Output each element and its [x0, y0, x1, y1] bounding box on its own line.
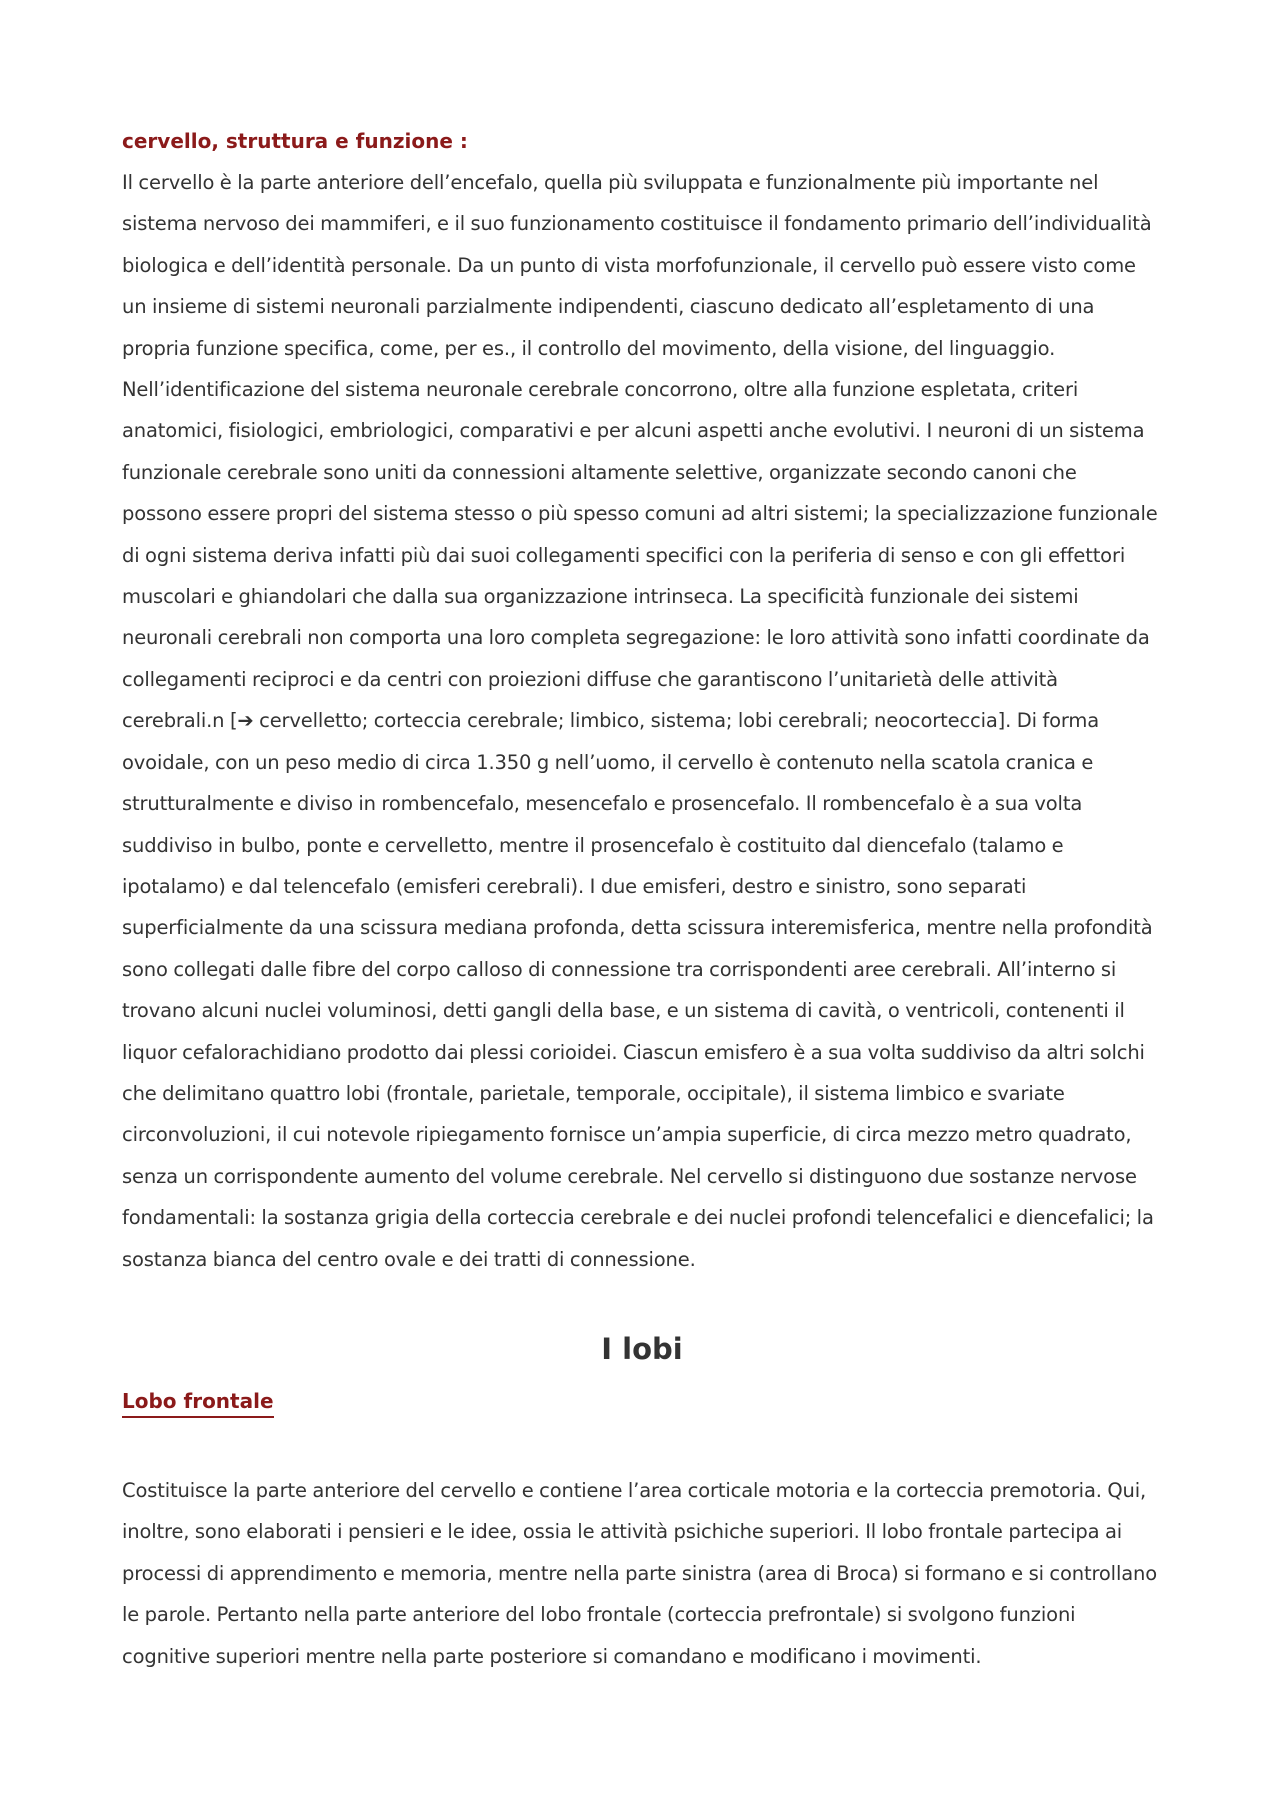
lobo-frontale-header [122, 1374, 1162, 1418]
section-title: cervello, struttura e funzione : [122, 129, 468, 153]
lobi-heading: I lobi [601, 1331, 683, 1366]
document-page [122, 120, 1162, 1677]
lobo-frontale-link[interactable]: Lobo frontale [122, 1386, 274, 1418]
section-paragraph: Il cervello è la parte anteriore dell’encefalo, quella più sviluppata e funzionalmente più importante nel sistema nervoso dei mammiferi, e il suo funzionamento costituisce il fondamento primario dell’individualità biologica e dell’identità personale. Da un punto di vista morfofunzionale, il cervello può essere visto come un insieme di sistemi neuronali parzialmente indipendenti, ciascuno dedicato all’espletamento di una propria funzione specifica, come, per es., il controllo del movimento, della visione, del linguaggio. Nell’identificazione del sistema neuronale cerebrale concorrono, oltre alla funzione espletata, criteri anatomici, fisiologici, embriologici, comparativi e per alcuni aspetti anche evolutivi. I neuroni di un sistema funzionale cerebrale sono uniti da connessioni altamente selettive, organizzate secondo canoni che possono essere propri del sistema stesso o più spesso comuni ad altri sistemi; la specializzazione funzionale di ogni sistema deriva infatti più dai suoi collegamenti specifici con la periferia di senso e con gli effettori muscolari e ghiandolari che dalla sua organizzazione intrinseca. La specificità funzionale dei sistemi neuronali cerebrali non comporta una loro completa segregazione: le loro attività sono infatti coordinate da collegamenti reciproci e da centri con proiezioni diffuse che garantiscono l’unitarietà delle attività cerebrali.n [➔ cervelletto; corteccia cerebrale; limbico, sistema; lobi cerebrali; neocorteccia]. Di forma ovoidale, con un peso medio di circa 1.350 g nell’uomo, il cervello è contenuto nella scatola cranica e strutturalmente e diviso in rombencefalo, mesencefalo e prosencefalo. Il rombencefalo è a sua volta suddiviso in bulbo, ponte e cervelletto, mentre il prosencefalo è costituito dal diencefalo (talamo e ipotalamo) e dal telencefalo (emisferi cerebrali). I due emisferi, destro e sinistro, sono separati superficialmente da una scissura mediana profonda, detta scissura interemisferica, mentre nella profondità sono collegati dalle fibre del corpo calloso di connessione tra corrispondenti aree cerebrali. All’interno si trovano alcuni nuclei voluminosi, detti gangli della base, e un sistema di cavità, o ventricoli, contenenti il liquor cefalorachidiano prodotto dai plessi corioidei. Ciascun emisfero è a sua volta suddiviso da altri solchi che delimitano quattro lobi (frontale, parietale, temporale, occipitale), il sistema limbico e svariate circonvoluzioni, il cui notevole ripiegamento fornisce un’ampia superficie, di circa mezzo metro quadrato, senza un corrispondente aumento del volume cerebrale. Nel cervello si distinguono due sostanze nervose fondamentali: la sostanza grigia della corteccia cerebrale e dei nuclei profondi telencefalici e diencefalici; la sostanza bianca del centro ovale e dei tratti di connessione. [122, 171, 1158, 1271]
lobo-frontale-paragraph: Costituisce la parte anteriore del cervello e contiene l’area corticale motoria e la corteccia premotoria. Qui, inoltre, sono elaborati i pensieri e le idee, ossia le attività psichiche superiori. Il lobo frontale partecipa ai processi di apprendimento e memoria, mentre nella parte sinistra (area di Broca) si formano e si controllano le parole. Pertanto nella parte anteriore del lobo frontale (corteccia prefrontale) si svolgono funzioni cognitive superiori mentre nella parte posteriore si comandano e modificano i movimenti. [122, 1478, 1157, 1668]
